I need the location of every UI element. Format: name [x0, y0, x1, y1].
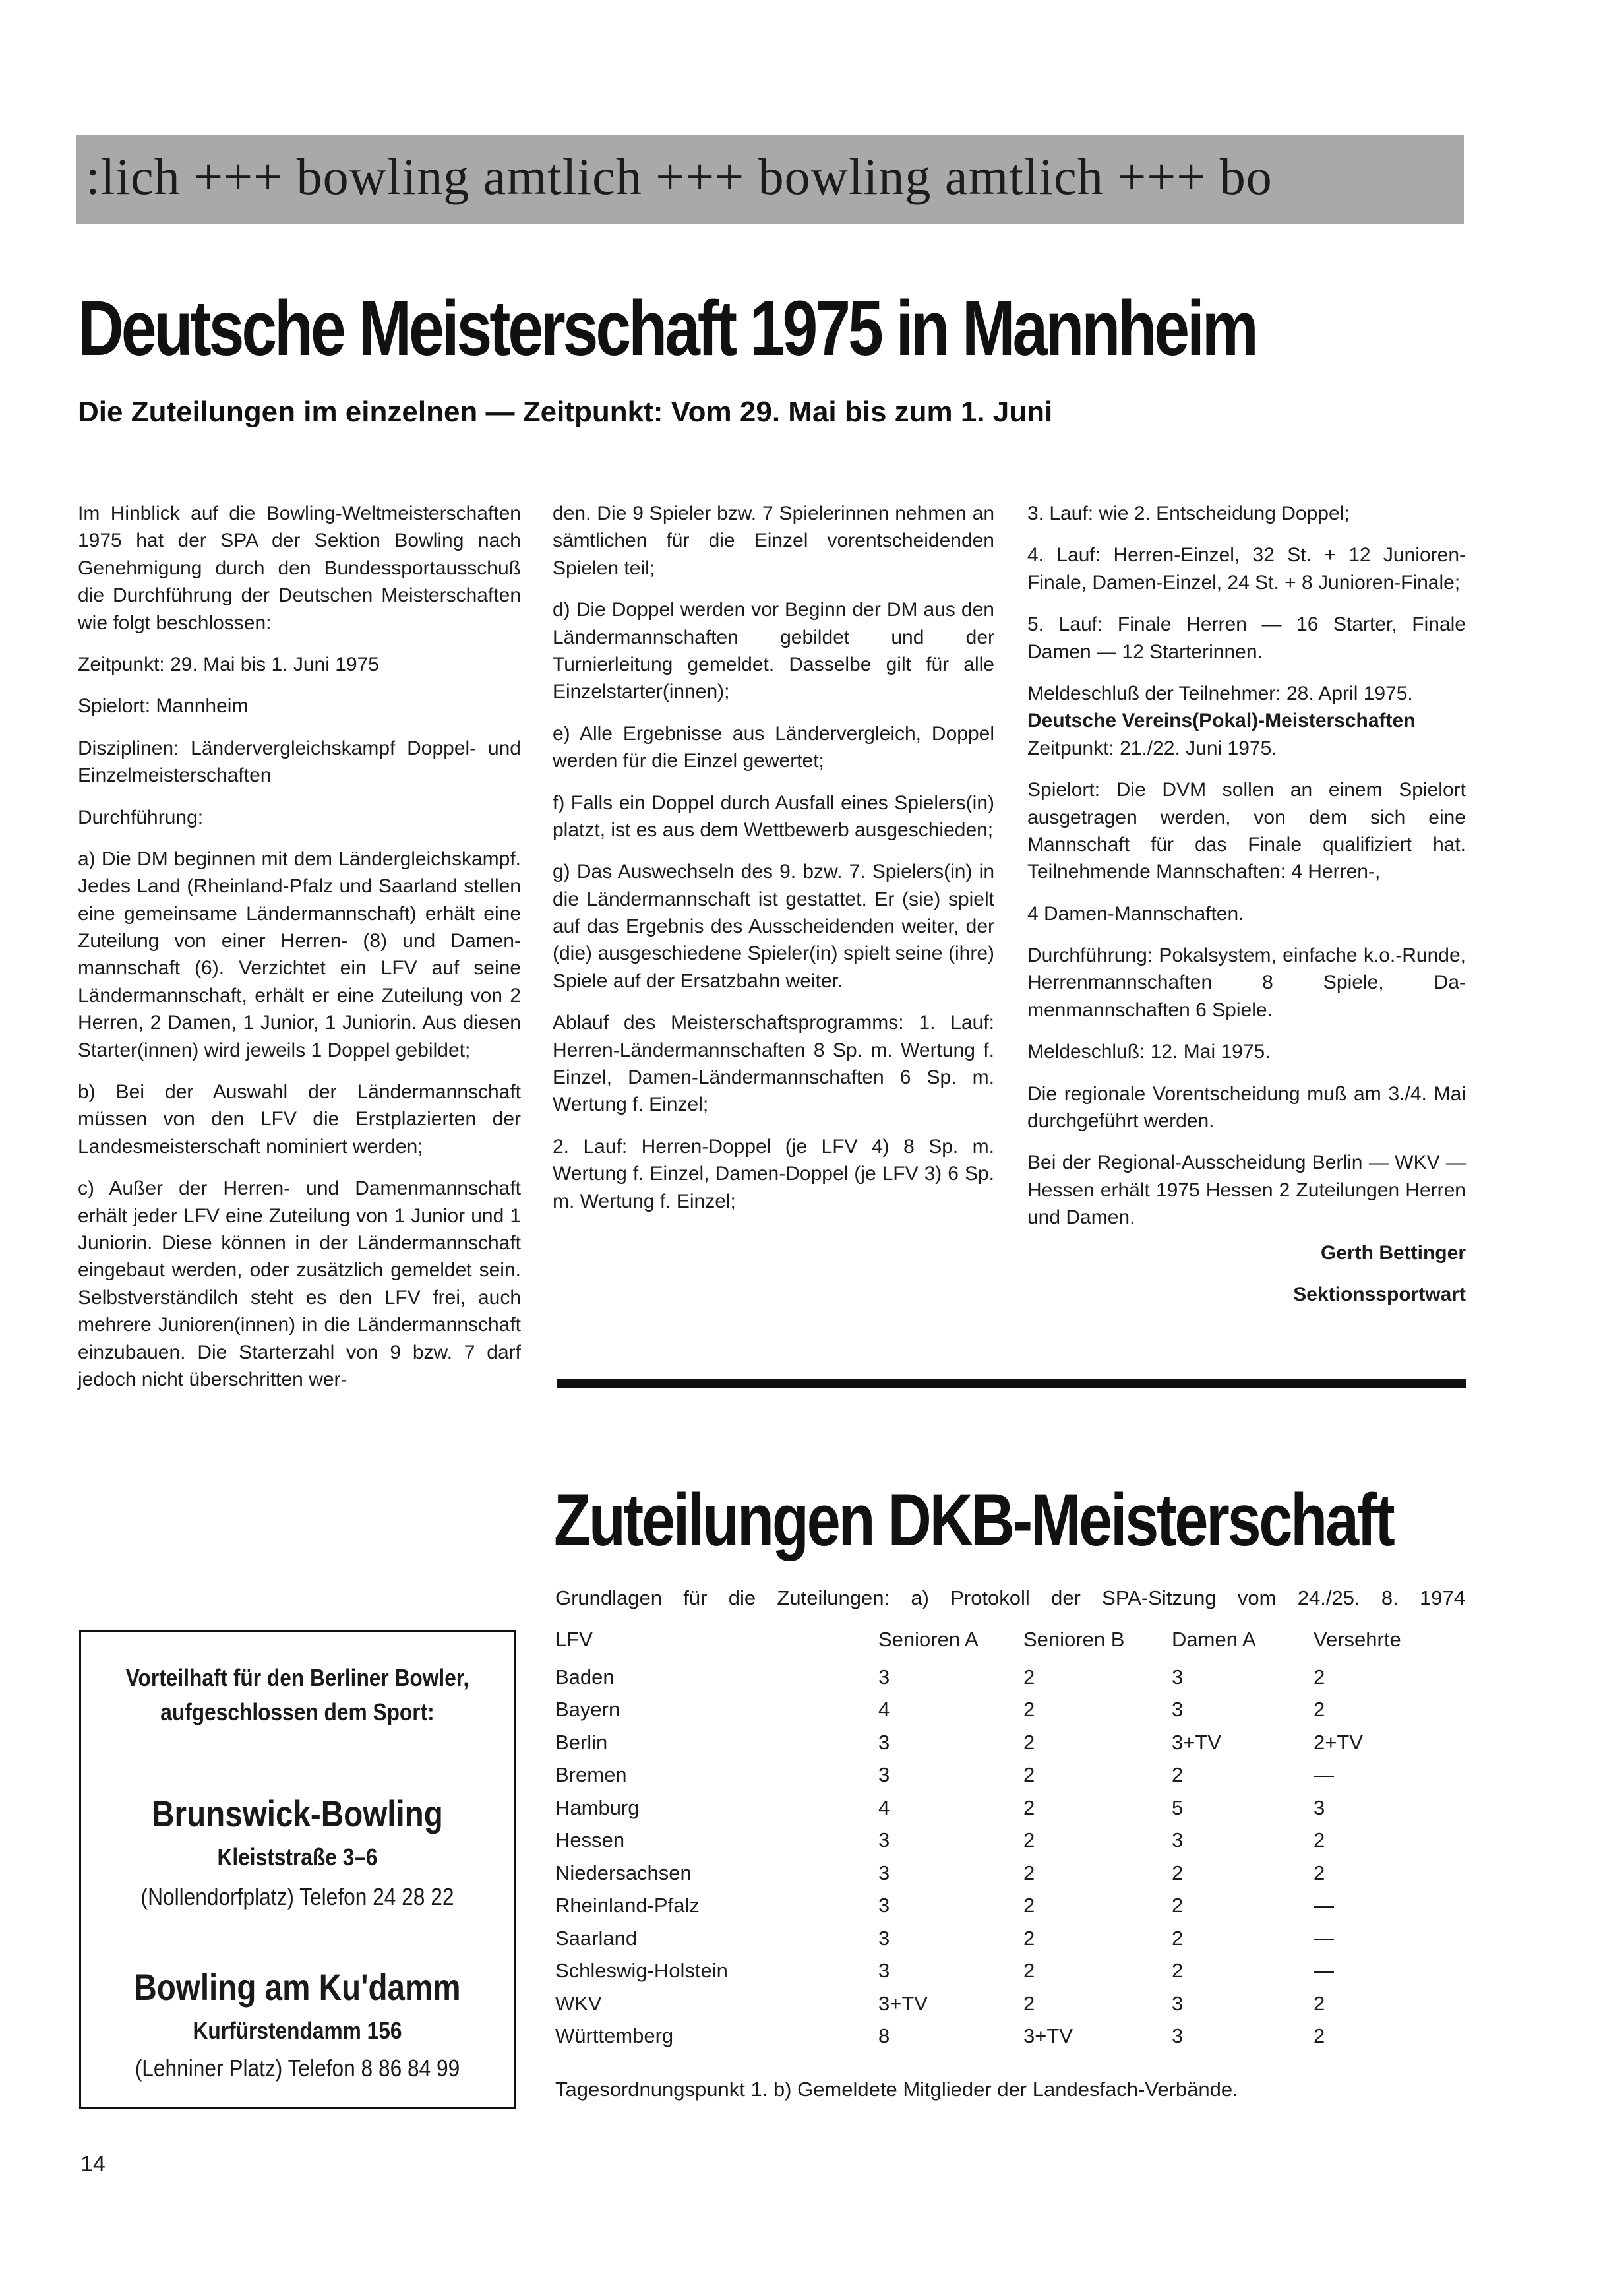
- paragraph: Meldeschluß: 12. Mai 1975.: [1027, 1041, 1271, 1063]
- allocation-cell: 3+TV: [1023, 2024, 1073, 2048]
- allocation-cell: 2: [1023, 1828, 1035, 1852]
- allocation-cell: 2: [1314, 2024, 1325, 2048]
- paragraph: Spielort: Die DVM sollen an einem Spielort ausgetragen werden, von dem sich eine Mannschaft für das Finale qualifiziert hat. Teilnehmende Mannschaften: 4 Herren-,: [1027, 779, 1466, 883]
- paragraph: Durchführung:: [78, 806, 204, 828]
- allocation-cell: —: [1314, 1926, 1334, 1950]
- allocation-cell: 2: [1023, 1795, 1035, 1819]
- allocation-cell: 3: [878, 1861, 890, 1884]
- lfv-name-cell: Baden: [555, 1665, 615, 1689]
- lfv-name-cell: Bayern: [555, 1698, 620, 1722]
- signature-title: Sektionssportwart: [1293, 1283, 1466, 1305]
- allocation-cell: 3: [878, 1730, 890, 1754]
- ad-address: Kurfürstendamm 156: [193, 2017, 402, 2044]
- allocation-cell: 2: [1023, 1861, 1035, 1884]
- allocation-cell: 3: [1172, 1828, 1184, 1852]
- allocation-cell: 2: [1023, 1730, 1035, 1754]
- table-header-row: [555, 1628, 1445, 1661]
- advertisement-box: [79, 1630, 516, 2109]
- allocation-cell: 2: [1172, 1959, 1184, 1983]
- paragraph: Spielort: Mannheim: [78, 695, 249, 718]
- ad-business-name: Bowling am Ku'damm: [134, 1966, 461, 2008]
- table-row: [555, 1759, 1445, 1792]
- paragraph: Bei der Regional-Ausscheidung Berlin — WKV — Hessen erhält 1975 Hessen 2 Zuteilungen Herren und Damen.: [1027, 1152, 1466, 1229]
- allocation-cell: 3: [878, 1894, 890, 1917]
- paragraph: Im Hinblick auf die Bowling-Weltmeisterschaften 1975 hat der SPA der Sektion Bowling nach Genehmigung durch den Bundessportausschuß die Durchführung der Deutschen Meisterschaften wie folgt beschlossen:: [78, 503, 521, 634]
- section-title: Zuteilungen DKB-Meisterschaft: [554, 1479, 1393, 1561]
- paragraph: c) Außer der Herren- und Damenmannschaft erhält jeder LFV eine Zuteilung von 1 Junior und 1 Juniorin. Diese können in der Ländermannschaft eingebaut werden, oder zusätzlich gemeldet sein. Selbstverständilch steht es den LFV frei, auch mehrere Junioren(innen) in die Ländermannschaft einzubauen. Die Starterzahl von 9 bzw. 7 darf jedoch nicht überschritten wer-: [78, 1177, 521, 1390]
- paragraph: Durchführung: Pokalsystem, einfache k.o.-Runde, Herrenmannschaften 8 Spiele, Damenmannschaften 6 Spiele.: [1027, 945, 1466, 1021]
- table-row: [555, 1890, 1445, 1923]
- allocation-cell: 3: [1172, 1665, 1184, 1689]
- allocation-cell: 3+TV: [878, 1991, 928, 2015]
- allocation-cell: 2: [1023, 1763, 1035, 1787]
- allocation-cell: 3: [878, 1926, 890, 1950]
- lfv-name-cell: Niedersachsen: [555, 1861, 692, 1884]
- table-row: [555, 2020, 1445, 2053]
- grundlagen-word: für: [683, 1586, 708, 1609]
- allocation-cell: 2: [1023, 1991, 1035, 2015]
- allocation-cell: 2: [1314, 1991, 1325, 2015]
- dvm-heading: Deutsche Vereins(Pokal)-Meisterschaften: [1027, 710, 1416, 732]
- allocation-cell: 3: [878, 1665, 890, 1689]
- allocation-cell: —: [1314, 1763, 1334, 1787]
- grundlagen-word: 1974: [1420, 1586, 1465, 1609]
- allocation-cell: 2: [1314, 1698, 1325, 1722]
- allocation-table: [555, 1628, 1445, 2053]
- paragraph: b) Bei der Auswahl der Ländermannschaft müssen von den LFV die Erstplazierten der Landesmeisterschaft nominiert werden;: [78, 1081, 521, 1158]
- allocation-cell: —: [1314, 1959, 1334, 1983]
- lfv-name-cell: Schleswig-Holstein: [555, 1959, 728, 1983]
- banner-text: :lich +++ bowling amtlich +++ bowling amtlich +++ bo: [86, 148, 1273, 205]
- lfv-name-cell: Württemberg: [555, 2024, 674, 2048]
- paragraph: 4. Lauf: Herren-Einzel, 32 St. + 12 Junioren-Finale, Damen-Einzel, 24 St. + 8 Junioren-Finale;: [1027, 544, 1466, 594]
- table-row: [555, 1857, 1445, 1890]
- allocation-cell: 3: [878, 1828, 890, 1852]
- paragraph: 3. Lauf: wie 2. Entscheidung Doppel;: [1027, 503, 1350, 524]
- page-subtitle: Die Zuteilungen im einzelnen — Zeitpunkt: Vom 29. Mai bis zum 1. Juni: [78, 396, 1053, 428]
- lfv-name-cell: Bremen: [555, 1763, 627, 1787]
- ad-intro-line: aufgeschlossen dem Sport:: [160, 1698, 435, 1725]
- column-header: Senioren A: [878, 1628, 979, 1651]
- grundlagen-word: die: [728, 1586, 756, 1609]
- allocation-cell: 3: [1172, 1991, 1184, 2015]
- allocation-cell: —: [1314, 1894, 1334, 1917]
- paragraph: Ablauf des Meisterschaftsprogramms: 1. Lauf: Herren-Ländermannschaften 8 Sp. m. Wertung f. Einzel, Damen-Ländermannschaften 6 Sp. m. Wertung f. Einzel;: [553, 1012, 994, 1116]
- grundlagen-word: SPA-Sitzung: [1102, 1586, 1217, 1609]
- allocation-cell: 3: [878, 1763, 890, 1787]
- table-row: [555, 1791, 1445, 1824]
- column-header: LFV: [555, 1628, 593, 1651]
- allocation-cell: 2: [1172, 1894, 1184, 1917]
- paragraph: Zeitpunkt: 29. Mai bis 1. Juni 1975: [78, 653, 379, 675]
- allocation-cell: 5: [1172, 1795, 1184, 1819]
- table-row: [555, 1661, 1445, 1694]
- grundlagen-word: 24./25.: [1297, 1586, 1360, 1609]
- allocation-cell: 3: [1314, 1795, 1325, 1819]
- grundlagen-word: a): [911, 1586, 929, 1609]
- page-title: Deutsche Meisterschaft 1975 in Mannheim: [78, 285, 1256, 372]
- grundlagen-word: Protokoll: [950, 1586, 1030, 1609]
- grundlagen-word: Grundlagen: [555, 1586, 663, 1609]
- page-number: 14: [80, 2152, 106, 2177]
- ad-phone: (Lehniner Platz) Telefon 8 86 84 99: [135, 2055, 460, 2082]
- lfv-name-cell: Rheinland-Pfalz: [555, 1894, 700, 1917]
- signature-name: Gerth Bettinger: [1320, 1241, 1466, 1264]
- ad-intro-line: Vorteilhaft für den Berliner Bowler,: [125, 1664, 469, 1691]
- allocation-cell: 2: [1023, 1926, 1035, 1950]
- paragraph: 4 Damen-Mannschaften.: [1027, 902, 1244, 925]
- paragraph: g) Das Auswechseln des 9. bzw. 7. Spielers(in) in die Ländermannschaft ist gestattet. Er (sie) spielt auf das Ergebnis des Ausscheidenden weiter, der (die) ausgeschiedene Spieler(in) spielt seine (ihre) Spiele auf der Ersatzbahn weiter.: [553, 861, 994, 992]
- lfv-name-cell: Berlin: [555, 1730, 608, 1754]
- allocation-cell: 4: [878, 1795, 890, 1819]
- column-header: Damen A: [1172, 1628, 1256, 1651]
- allocation-cell: 4: [878, 1698, 890, 1722]
- allocation-cell: 3+TV: [1172, 1730, 1221, 1754]
- allocation-cell: 2: [1314, 1665, 1325, 1689]
- table-footnote: Tagesordnungspunkt 1. b) Gemeldete Mitglieder der Landesfach-Verbände.: [555, 2078, 1238, 2101]
- allocation-cell: 2: [1023, 1665, 1035, 1689]
- allocation-cell: 2: [1023, 1894, 1035, 1917]
- allocation-cell: 3: [1172, 2024, 1184, 2048]
- dvm-zeitpunkt: Zeitpunkt: 21./22. Juni 1975.: [1027, 737, 1277, 759]
- allocation-cell: 2: [1172, 1763, 1184, 1787]
- header-banner: [76, 135, 1464, 224]
- paragraph: d) Die Doppel werden vor Beginn der DM aus den Ländermannschaften gebildet und der Turnierleitung gemeldet. Dasselbe gilt für alle Einzelstarter(innen);: [553, 599, 994, 703]
- lfv-name-cell: Hessen: [555, 1828, 625, 1852]
- grundlagen-word: Zuteilungen:: [777, 1586, 890, 1609]
- table-row: [555, 1922, 1445, 1955]
- paragraph: 2. Lauf: Herren-Doppel (je LFV 4) 8 Sp. m. Wertung f. Einzel, Damen-Doppel (je LFV 3) 6 Sp. m. Wertung f. Einzel;: [553, 1135, 994, 1212]
- grundlagen-line: [555, 1586, 1465, 1610]
- article-column-2: [553, 500, 994, 1215]
- lfv-name-cell: Hamburg: [555, 1795, 640, 1819]
- grundlagen-word: der: [1051, 1586, 1081, 1609]
- ad-phone: (Nollendorfplatz) Telefon 24 28 22: [140, 1883, 454, 1910]
- allocation-cell: 3: [1172, 1698, 1184, 1722]
- article-column-3: [1027, 500, 1466, 1322]
- table-row: [555, 1824, 1445, 1857]
- table-row: [555, 1987, 1445, 2020]
- paragraph: den. Die 9 Spieler bzw. 7 Spielerinnen nehmen an sämtlichen für die Einzel vorentscheidenden Spielen teil;: [553, 503, 994, 579]
- ad-address: Kleiststraße 3–6: [217, 1844, 378, 1871]
- allocation-cell: 2: [1314, 1828, 1325, 1852]
- table-row: [555, 1726, 1445, 1759]
- allocation-cell: 2: [1023, 1698, 1035, 1722]
- column-header: Versehrte: [1314, 1628, 1401, 1651]
- paragraph: a) Die DM beginnen mit dem Ländergleichskampf. Jedes Land (Rheinland-Pfalz und Saarland stellen eine gemeinsame Ländermannschaft) erhält eine Zuteilung von einer Herren- (8) und Damenmannschaft (6). Verzichtet ein LFV auf seine Ländermannschaft, erhält er eine Zuteilung von 2 Herren, 2 Damen, 1 Junior, 1 Juniorin. Aus diesen Starter(innen) wird jeweils 1 Doppel gebildet;: [78, 848, 521, 1061]
- paragraph: [1027, 680, 1466, 762]
- allocation-cell: 2: [1172, 1926, 1184, 1950]
- table-row: [555, 1955, 1445, 1988]
- paragraph: Die regionale Vorentscheidung muß am 3./4. Mai durchgeführt werden.: [1027, 1082, 1466, 1132]
- grundlagen-word: 8.: [1381, 1586, 1399, 1609]
- paragraph: f) Falls ein Doppel durch Ausfall eines Spielers(in) platzt, ist es aus dem Wettbewerb ausgeschieden;: [553, 791, 994, 841]
- table-body: [555, 1661, 1445, 2053]
- section-divider: [557, 1379, 1466, 1388]
- ad-business-name: Brunswick-Bowling: [152, 1793, 443, 1834]
- paragraph: Disziplinen: Ländervergleichskampf Doppel- und Einzelmeisterschaften: [78, 737, 521, 787]
- article-column-1: [78, 500, 521, 1393]
- allocation-cell: 2+TV: [1314, 1730, 1363, 1754]
- lfv-name-cell: WKV: [555, 1991, 602, 2015]
- allocation-cell: 2: [1023, 1959, 1035, 1983]
- grundlagen-word: vom: [1237, 1586, 1277, 1609]
- meldeschluss-text: Meldeschluß der Teilnehmer: 28. April 1975.: [1027, 682, 1413, 704]
- allocation-cell: 3: [878, 1959, 890, 1983]
- paragraph: 5. Lauf: Finale Herren — 16 Starter, Finale Damen — 12 Starterinnen.: [1027, 613, 1466, 663]
- allocation-cell: 8: [878, 2024, 890, 2048]
- allocation-cell: 2: [1172, 1861, 1184, 1884]
- column-header: Senioren B: [1023, 1628, 1125, 1651]
- paragraph: e) Alle Ergebnisse aus Ländervergleich, Doppel werden für die Einzel gewertet;: [553, 722, 994, 772]
- lfv-name-cell: Saarland: [555, 1926, 638, 1950]
- table-row: [555, 1694, 1445, 1727]
- allocation-cell: 2: [1314, 1861, 1325, 1884]
